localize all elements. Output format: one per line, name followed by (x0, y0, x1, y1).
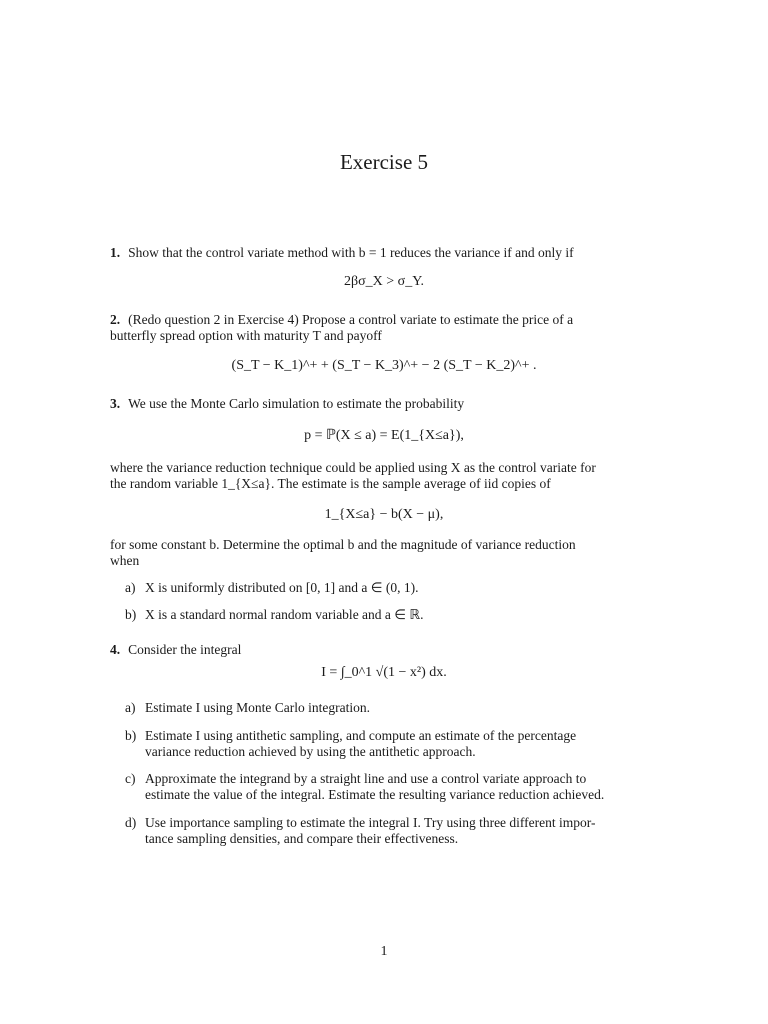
equation-q4-integral: I = ∫_0^1 √(1 − x²) dx. (321, 665, 447, 680)
subitem-3a (125, 580, 658, 596)
subitem-text (145, 728, 658, 760)
question-number: 1. (110, 245, 121, 260)
question-text: We use the Monte Carlo simulation to estimate the probability (128, 396, 465, 411)
subitem-4a (125, 700, 658, 716)
subitem-text: X is a standard normal random variable and a ∈ ℝ. (145, 607, 424, 622)
subitem-label: b) (125, 607, 137, 622)
subitem-4c (125, 771, 658, 803)
subitem-label: b) (125, 728, 137, 743)
question-text-line: butterfly spread option with maturity T and payoff (110, 328, 382, 343)
question-3 (110, 396, 658, 412)
question-3-after-text (110, 537, 658, 569)
subitem-text (145, 815, 658, 847)
page-title: Exercise 5 (339, 150, 429, 174)
subitem-label: a) (125, 700, 136, 715)
subitem-label: a) (125, 580, 136, 595)
question-4 (110, 642, 658, 658)
text-line: tance sampling densities, and compare their effectiveness. (145, 831, 459, 846)
equation-q3-estimate: 1_{X≤a} − b(X − μ), (324, 507, 444, 522)
subitem-4b (125, 728, 658, 760)
subitem-label: d) (125, 815, 137, 830)
text-line: where the variance reduction technique could be applied using X as the control variate for (110, 460, 596, 475)
question-1 (110, 245, 658, 261)
text-line: variance reduction achieved by using the antithetic approach. (145, 744, 476, 759)
subitem-label: c) (125, 771, 136, 786)
page-number: 1 (380, 944, 388, 959)
text-line: for some constant b. Determine the optimal b and the magnitude of variance reduction (110, 537, 576, 552)
question-number: 3. (110, 396, 121, 411)
subitem-text (145, 771, 658, 803)
question-3-middle-text (110, 460, 658, 492)
subitem-3b (125, 607, 658, 623)
subitem-text: X is uniformly distributed on [0, 1] and a ∈ (0, 1). (145, 580, 419, 595)
question-number: 2. (110, 312, 121, 327)
equation-q2: (S_T − K_1)^+ + (S_T − K_3)^+ − 2 (S_T − K_2)^+ . (231, 358, 537, 373)
question-text-line: (Redo question 2 in Exercise 4) Propose a control variate to estimate the price of a (128, 312, 574, 327)
question-2 (110, 312, 658, 344)
text-line: estimate the value of the integral. Estimate the resulting variance reduction achieved. (145, 787, 605, 802)
text-line: Use importance sampling to estimate the integral I. Try using three different impor- (145, 815, 596, 830)
subitem-4d (125, 815, 658, 847)
question-number: 4. (110, 642, 121, 657)
text-line: Estimate I using antithetic sampling, and compute an estimate of the percentage (145, 728, 577, 743)
text-line: when (110, 553, 140, 568)
question-text: Consider the integral (128, 642, 242, 657)
text-line: the random variable 1_{X≤a}. The estimate is the sample average of iid copies of (110, 476, 551, 491)
subitem-text: Estimate I using Monte Carlo integration. (145, 700, 370, 715)
text-line: Approximate the integrand by a straight line and use a control variate approach to (145, 771, 587, 786)
equation-q3-probability: p = ℙ(X ≤ a) = E(1_{X≤a}), (304, 428, 464, 443)
question-text: Show that the control variate method with b = 1 reduces the variance if and only if (128, 245, 574, 260)
equation-q1: 2βσ_X > σ_Y. (343, 274, 425, 289)
